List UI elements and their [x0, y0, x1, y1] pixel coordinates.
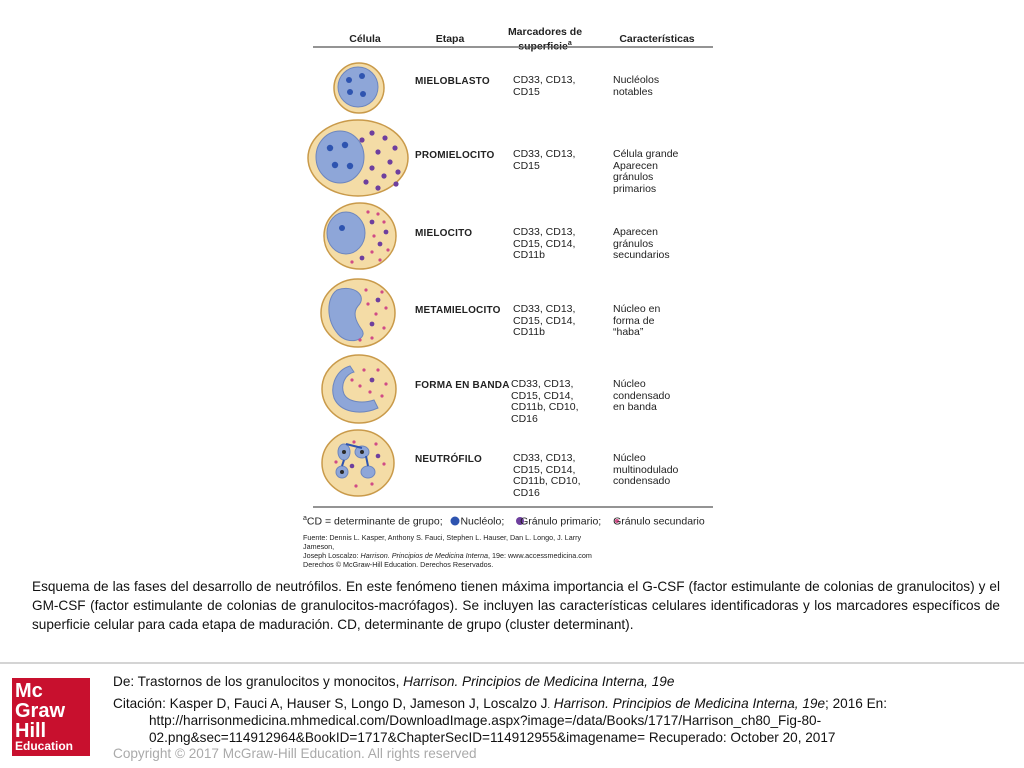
mcgraw-hill-logo: [12, 678, 90, 756]
legend-nucleolus-label: Nucléolo;: [460, 515, 505, 528]
header-stage: Etapa: [435, 33, 465, 45]
features-metamyelocyte: Núcleo en forma de “haba”: [613, 303, 661, 338]
features-myelocyte: Aparecen gránulos secundarios: [613, 226, 670, 261]
features-neutrophil: Núcleo multinodulado condensado: [613, 452, 679, 487]
citation-line: [113, 696, 887, 713]
legend-secondary-label: Gránulo secundario: [613, 515, 705, 528]
figure-legend: [303, 515, 705, 528]
markers-metamyelocyte: CD33, CD13, CD15, CD14, CD11b: [513, 303, 576, 338]
header-features: Características: [619, 33, 695, 45]
header-markers-line2: superficie: [518, 40, 568, 53]
footer-separator: [0, 662, 1024, 664]
markers-myeloblast: CD33, CD13, CD15: [513, 74, 576, 98]
source-chapter-line: [113, 674, 674, 690]
stage-band-form: FORMA EN BANDA: [415, 380, 510, 391]
source-line2c: , 19e: www.accessmedicina.com: [488, 551, 592, 560]
source-line2a: Joseph Loscalzo:: [303, 551, 361, 560]
header-markers-line1: Marcadores de: [507, 26, 583, 38]
header-cell: Célula: [349, 33, 381, 45]
source-line1: Fuente: Dennis L. Kasper, Anthony S. Fauci, Stephen L. Hauser, Dan L. Longo, J. Larry Jameson,: [303, 533, 582, 551]
stage-myeloblast: MIELOBLASTO: [415, 76, 490, 87]
legend-cd-text: CD = determinante de grupo;: [306, 515, 443, 528]
citation-suffix: ; 2016 En:: [825, 696, 887, 711]
header-markers-sup: a: [567, 40, 572, 47]
logo-line2: Graw: [15, 700, 66, 722]
from-book-title: Harrison. Principios de Medicina Interna, 19e: [403, 674, 675, 689]
copyright-notice: Copyright © 2017 McGraw-Hill Education. All rights reserved: [113, 746, 477, 761]
band-form-cell: [322, 355, 396, 423]
features-promyelocyte: Célula grande Aparecen gránulos primarios: [613, 148, 679, 195]
figure-caption: Esquema de las fases del desarrollo de neutrófilos. En este fenómeno tienen máxima importancia el G-CSF (factor estimulante de colonias de granulocitos) y el GM-CSF (factor estimulante de colonias de granulocitos-macrófagos). Se incluyen las características celulares identificadoras y los marcadores específicos de superficie celular para cada etapa de maduración. CD, determinante de grupo (cluster determinant).: [32, 579, 1000, 632]
markers-myelocyte: CD33, CD13, CD15, CD14, CD11b: [513, 226, 576, 261]
stage-neutrophil: NEUTRÓFILO: [415, 454, 482, 465]
logo-line3: Hill: [15, 720, 47, 742]
source-book-title: Harrison. Principios de Medicina Interna: [360, 551, 488, 560]
from-prefix: De: Trastornos de los granulocitos y monocitos,: [113, 674, 404, 689]
citation-url-line2: 02.png&sec=114912964&BookID=1717&ChapterSecID=114912955&imagename= Recuperado: October 20, 2017: [149, 730, 836, 745]
markers-neutrophil: CD33, CD13, CD15, CD14, CD11b, CD10, CD16: [513, 452, 581, 499]
features-myeloblast: Nucléolos notables: [613, 74, 660, 98]
stage-myelocyte: MIELOCITO: [415, 228, 473, 239]
features-band-form: Núcleo condensado en banda: [613, 378, 671, 413]
markers-band-form: CD33, CD13, CD15, CD14, CD11b, CD10, CD16: [511, 378, 579, 425]
logo-line1: Mc: [15, 680, 43, 702]
myelocyte-cell: [324, 203, 396, 269]
stage-promyelocyte: PROMIELOCITO: [415, 150, 495, 161]
legend-primary-label: Gránulo primario;: [520, 515, 602, 528]
citation-book-title: Harrison. Principios de Medicina Interna, 19e: [553, 696, 826, 711]
myeloblast-cell: [334, 63, 384, 113]
markers-promyelocyte: CD33, CD13, CD15: [513, 148, 576, 172]
source-line3: Derechos © McGraw-Hill Education. Derechos Reservados.: [303, 560, 494, 569]
neutrophil-cell: [322, 430, 394, 496]
figure-source: [303, 533, 593, 569]
logo-line4: Education: [15, 739, 74, 753]
legend-sup: a: [303, 515, 307, 522]
citation-dot: .: [547, 700, 550, 710]
citation-url-line1: http://harrisonmedicina.mhmedical.com/DownloadImage.aspx?image=/data/Books/1717/Harrison_ch80_Fig-80-: [149, 713, 822, 728]
metamyelocyte-cell: [321, 279, 395, 347]
stage-metamyelocyte: METAMIELOCITO: [415, 305, 501, 316]
promyelocyte-cell: [308, 120, 408, 196]
citation-prefix: Citación: Kasper D, Fauci A, Hauser S, Longo D, Jameson J, Loscalzo J: [113, 696, 548, 711]
